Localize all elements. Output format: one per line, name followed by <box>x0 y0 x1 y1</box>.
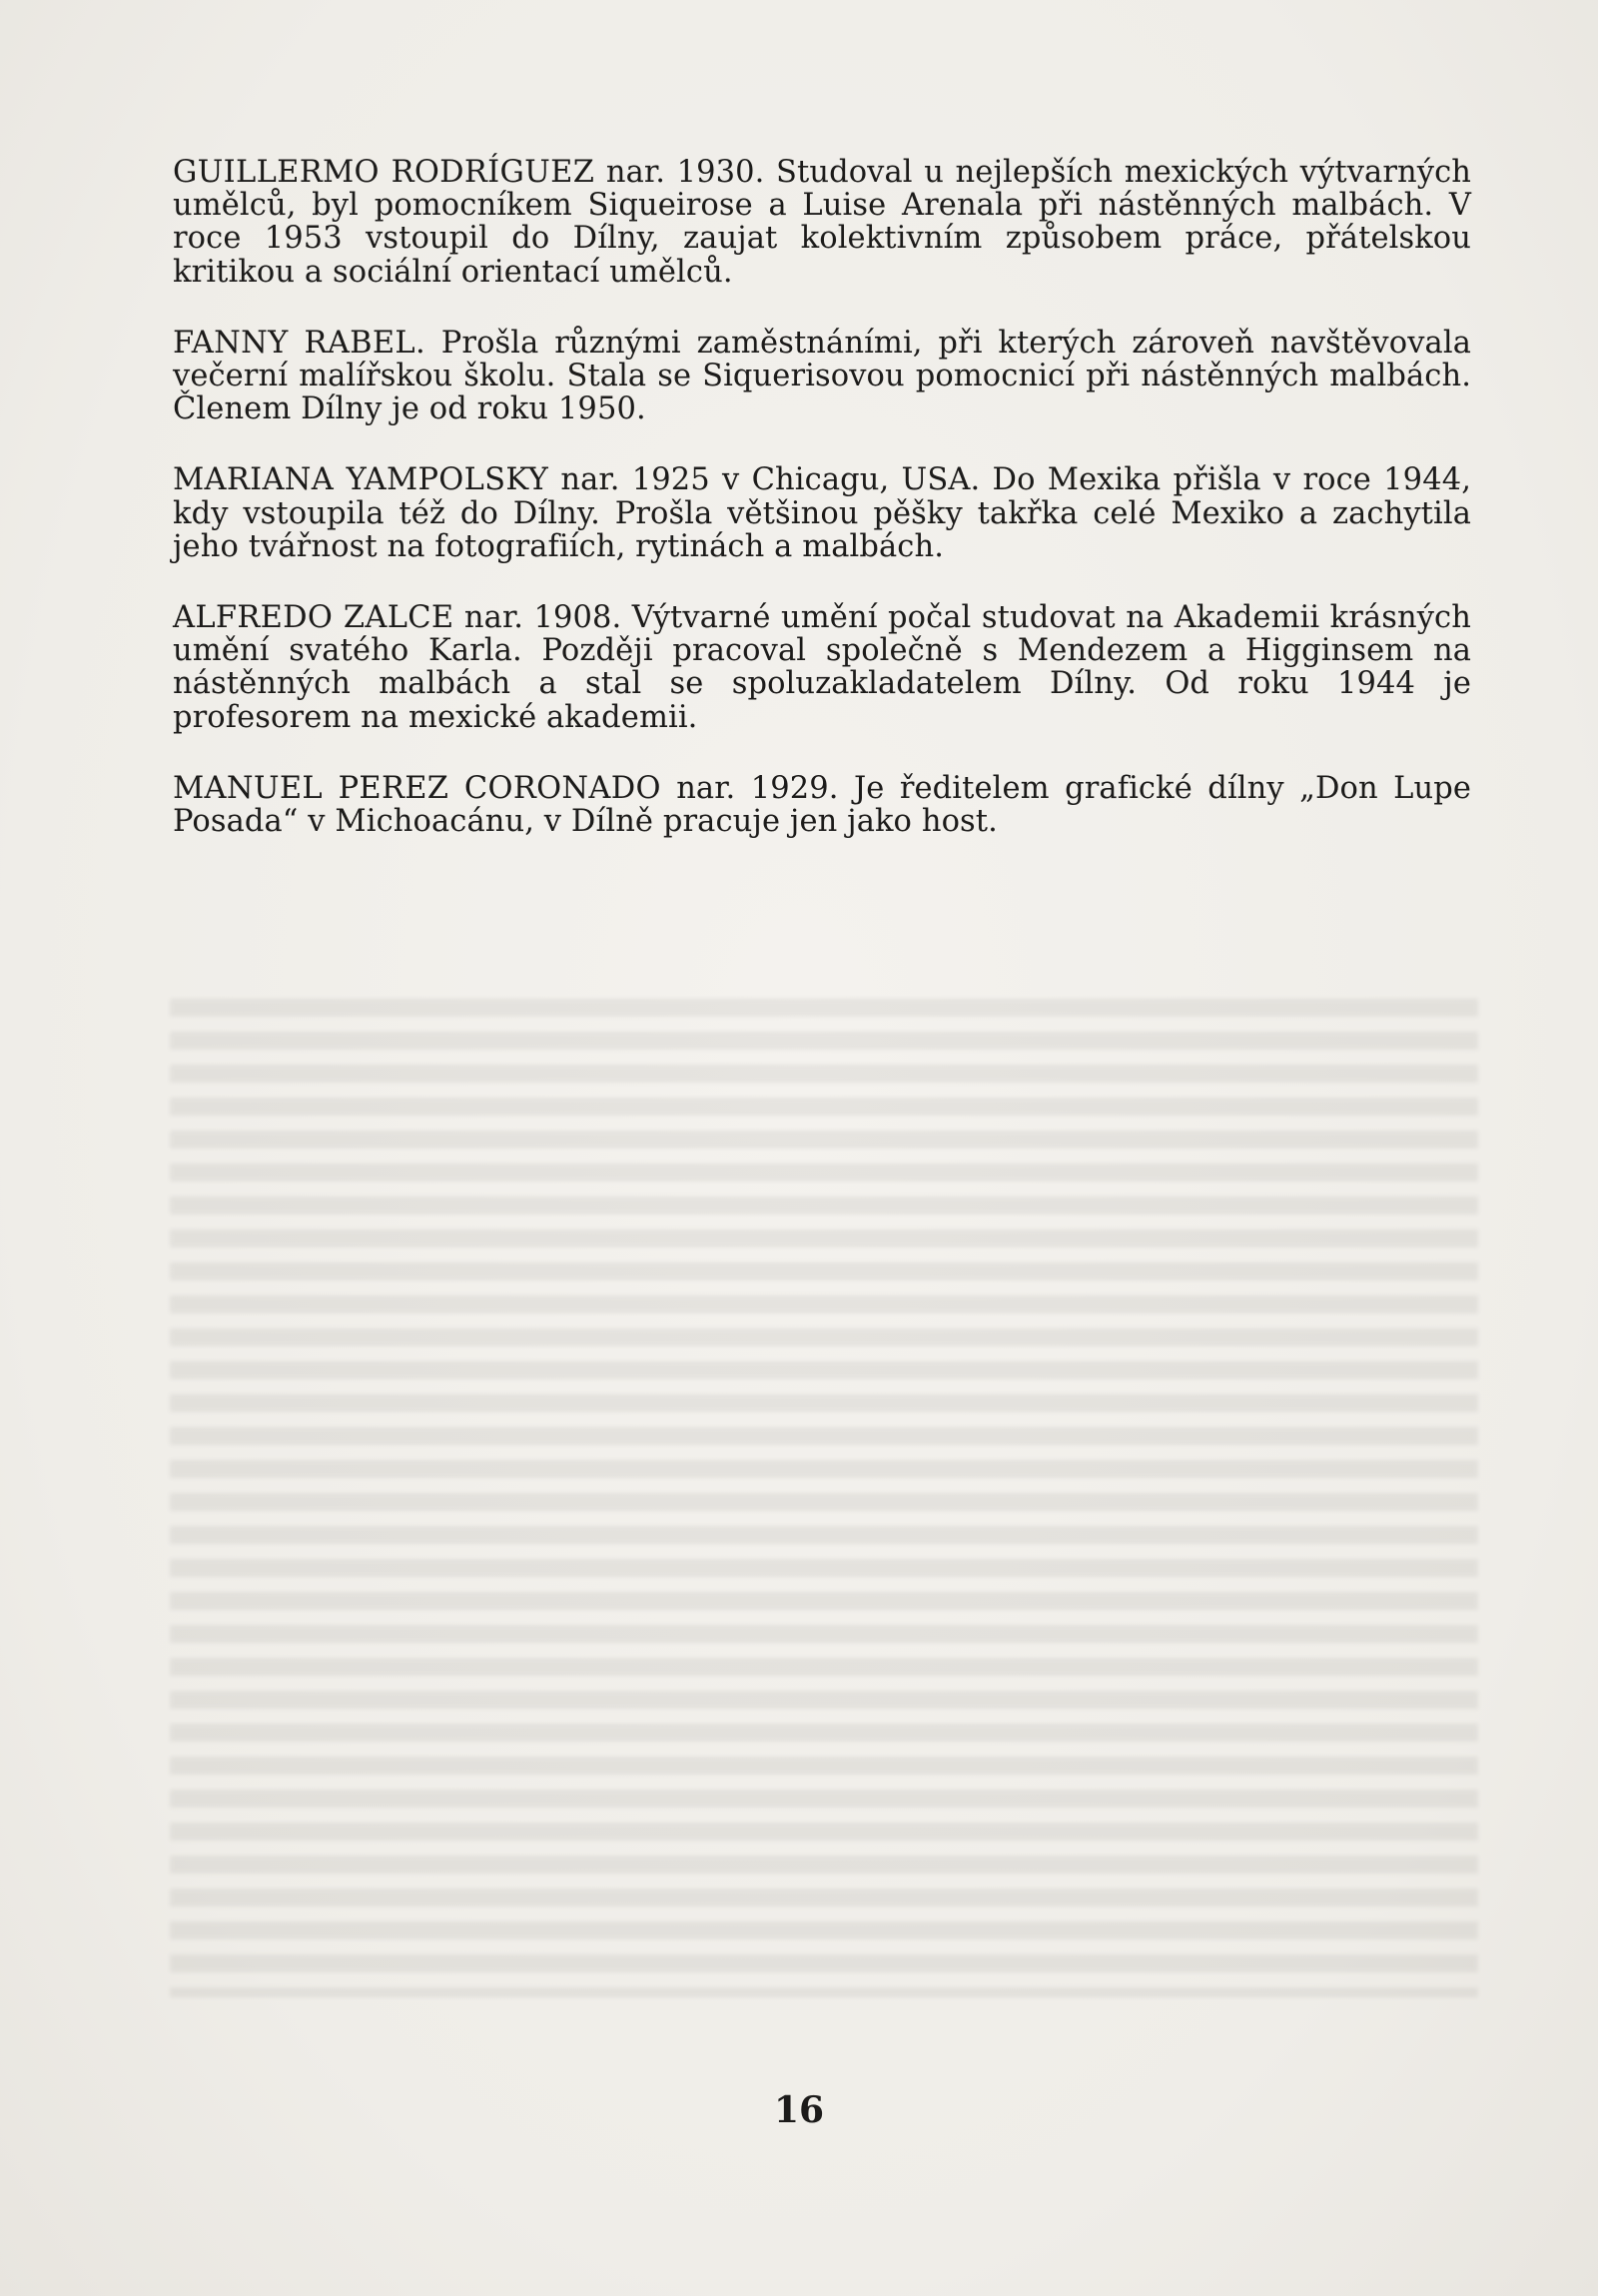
artist-name: MARIANA YAMPOLSKY <box>173 462 549 498</box>
biography-text: nar. 1930. Studoval u nejlepších mexických výtvarných umělců, byl pomocníkem Siqueirose a Luise Arenala při nástěnných malbách. V roce 1953 vstoupil do Dílny, zaujat kolektivním způsobem práce, přátelskou kritikou a sociální orientací umělců. <box>173 155 1471 290</box>
biography-entry <box>173 601 1471 734</box>
biography-entry <box>173 463 1471 563</box>
biography-text: nar. 1908. Výtvarné umění počal studovat na Akademii krásných umění svatého Karla. Později pracoval společně s Mendezem a Higginsem na nástěnných malbách a stal se spoluzakladatelem Dílny. Od roku 1944 je profesorem na mexické akademii. <box>173 600 1471 735</box>
biography-entry <box>173 772 1471 838</box>
artist-name: FANNY RABEL. <box>173 325 425 361</box>
biography-text: nar. 1929. Je ředitelem grafické dílny „Don Lupe Posada“ v Michoacánu, v Dílně pracuje jen jako host. <box>173 770 1472 840</box>
biography-entry <box>173 156 1471 289</box>
biography-entry <box>173 327 1471 426</box>
biography-list <box>173 156 1471 876</box>
biography-text: Prošla různými zaměstnáními, při kterých zároveň navštěvovala večerní malířskou školu. Stala se Siquerisovou pomocnicí při nástěnných malbách. Členem Dílny je od roku 1950. <box>173 325 1471 427</box>
biography-text: nar. 1925 v Chicagu, USA. Do Mexika přišla v roce 1944, kdy vstoupila též do Dílny. Prošla většinou pěšky takřka celé Mexiko a zachytila jeho tvářnost na fotografiích, rytinách a malbách. <box>173 462 1471 564</box>
artist-name: GUILLERMO RODRÍGUEZ <box>173 155 595 190</box>
artist-name: MANUEL PEREZ CORONADO <box>173 770 661 806</box>
show-through-text-bleed <box>170 999 1478 1997</box>
artist-name: ALFREDO ZALCE <box>173 600 454 636</box>
page-number: 16 <box>773 2089 825 2131</box>
